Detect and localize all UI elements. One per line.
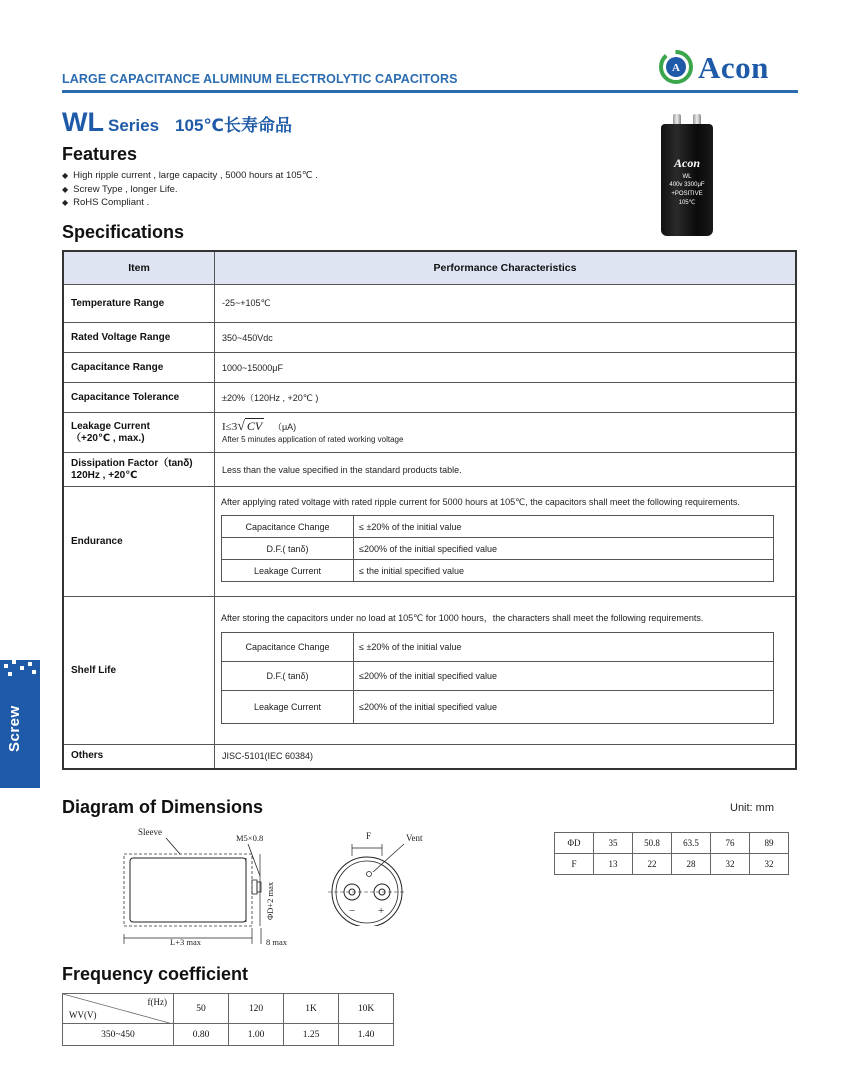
label-vent: Vent [406,833,423,843]
endurance-value: ≤ ±20% of the initial value [354,516,774,538]
dim-row-label: F [555,854,594,875]
series-label: Series [107,116,160,135]
shelf-block [215,597,797,745]
endurance-intro: After applying rated voltage with rated ripple current for 5000 hours at 105℃, the capacitors shall meet the following requirements. [221,497,740,507]
spec-value: 1000~15000μF [215,353,797,383]
spec-value: Less than the value specified in the standard products table. [215,453,797,487]
tab-pixel [28,662,32,666]
document-title: LARGE CAPACITANCE ALUMINUM ELECTROLYTIC CAPACITORS [62,72,458,86]
features-list [62,169,318,210]
endurance-value: ≤200% of the initial specified value [354,538,774,560]
endurance-label: Leakage Current [222,560,354,582]
dim-cell: 32 [711,854,750,875]
leakage-formula [222,420,795,434]
series-code: WL [62,107,104,137]
feature-item: ◆ High ripple current , large capacity , 5000 hours at 105℃ . [62,169,318,183]
feature-item: ◆ RoHS Compliant . [62,196,318,210]
capacitor-temp: 105℃ [678,200,696,206]
side-view-drawing [118,824,298,954]
spec-item: Others [63,745,215,769]
shelf-value: ≤200% of the initial specified value [354,691,774,724]
dissipation-label: Dissipation Factor（tanδ) [71,457,193,469]
leakage-condition: （+20℃ , max.) [71,432,145,444]
capacitor-series: WL [682,174,692,180]
endurance-table [221,515,774,582]
label-diameter: ΦD+2 max [265,881,275,920]
label-minus: − [349,905,356,917]
tab-pixel [12,660,16,664]
dim-row-label: ΦD [555,833,594,854]
dim-cell: 35 [594,833,633,854]
dim-cell: 63.5 [672,833,711,854]
freq-corner-cell [63,994,174,1024]
tab-pixel [8,672,12,676]
formula-unit: （μA) [272,422,297,432]
top-view-drawing [318,826,438,926]
shelf-intro: After storing the capacitors under no load at 105℃ for 1000 hours，the characters shall meet the following requirements. [221,613,704,623]
label-length: L+3 max [170,937,201,947]
dim-cell: 28 [672,854,711,875]
dim-cell: 13 [594,854,633,875]
spec-item: Temperature Range [63,285,215,323]
label-sleeve: Sleeve [138,827,162,837]
formula-root: CV [246,419,263,433]
formula-prefix: I≤3 [222,421,238,433]
freq-coeff: 0.80 [174,1024,229,1046]
spec-value-leakage [215,413,797,453]
tab-pixel [4,664,8,668]
capacitor-rating: 400v 3300μF [669,182,705,188]
tab-pixel [20,666,24,670]
freq-coeff: 1.00 [229,1024,284,1046]
series-cn: 105℃长寿命品 [175,116,292,135]
label-plus: + [378,905,385,917]
capacitor-image [661,114,713,236]
corner-voltage-label: WV(V) [69,1010,97,1020]
shelf-label: Leakage Current [222,691,354,724]
specifications-heading: Specifications [62,222,185,242]
tab-pixel [32,670,36,674]
dim-cell: 32 [750,854,789,875]
series-title [62,107,292,138]
col-item-header: Item [63,251,215,285]
shelf-label: D.F.( tanδ) [222,662,354,691]
capacitor-polarity: +POSITIVE [671,191,703,197]
spec-item: Endurance [63,487,215,597]
spec-value: -25~+105℃ [215,285,797,323]
side-tab-label: Screw [6,705,23,752]
freq-voltage: 350~450 [63,1024,174,1046]
freq-header: 50 [174,994,229,1024]
spec-value: 350~450Vdc [215,323,797,353]
leakage-label: Leakage Current [71,420,150,432]
features-heading: Features [62,144,138,164]
spec-item-leakage [63,413,215,453]
endurance-value: ≤ the initial specified value [354,560,774,582]
spec-item-dissipation [63,453,215,487]
spec-item: Rated Voltage Range [63,323,215,353]
dimensions-heading: Diagram of Dimensions [62,797,264,817]
dim-cell: 76 [711,833,750,854]
label-terminal: 8 max [266,937,288,947]
sqrt-icon: √ [237,419,245,434]
frequency-heading: Frequency coefficient [62,964,249,984]
leakage-note: After 5 minutes application of rated working voltage [222,435,404,444]
unit-label: Unit: mm [730,802,774,814]
feature-item: ◆ Screw Type , longer Life. [62,183,318,197]
dim-cell: 22 [633,854,672,875]
shelf-value: ≤200% of the initial specified value [354,662,774,691]
spec-value: JISC-5101(IEC 60384) [215,745,797,769]
label-thread: M5×0.8 [236,833,264,843]
shelf-label: Capacitance Change [222,633,354,662]
freq-header: 1K [284,994,339,1024]
svg-text:A: A [672,62,680,74]
header-rule [62,90,798,93]
dimensions-table [554,832,789,875]
spec-item: Shelf Life [63,597,215,745]
shelf-value: ≤ ±20% of the initial value [354,633,774,662]
spec-item: Capacitance Range [63,353,215,383]
dim-cell: 50.8 [633,833,672,854]
endurance-label: D.F.( tanδ) [222,538,354,560]
specifications-table [62,250,797,770]
col-perf-header: Performance Characteristics [215,251,797,285]
frequency-table [62,993,394,1046]
spec-value: ±20%（120Hz , +20℃ ) [215,383,797,413]
capacitor-brand: Acon [673,156,700,170]
corner-freq-label: f(Hz) [147,997,167,1007]
freq-coeff: 1.40 [339,1024,394,1046]
freq-header: 10K [339,994,394,1024]
brand-name: Acon [698,50,769,85]
endurance-label: Capacitance Change [222,516,354,538]
spec-item: Capacitance Tolerance [63,383,215,413]
shelf-table [221,632,774,724]
dissipation-condition: 120Hz , +20℃ [71,469,138,481]
dim-cell: 89 [750,833,789,854]
freq-coeff: 1.25 [284,1024,339,1046]
endurance-block [215,487,797,597]
freq-header: 120 [229,994,284,1024]
label-f: F [366,831,372,841]
